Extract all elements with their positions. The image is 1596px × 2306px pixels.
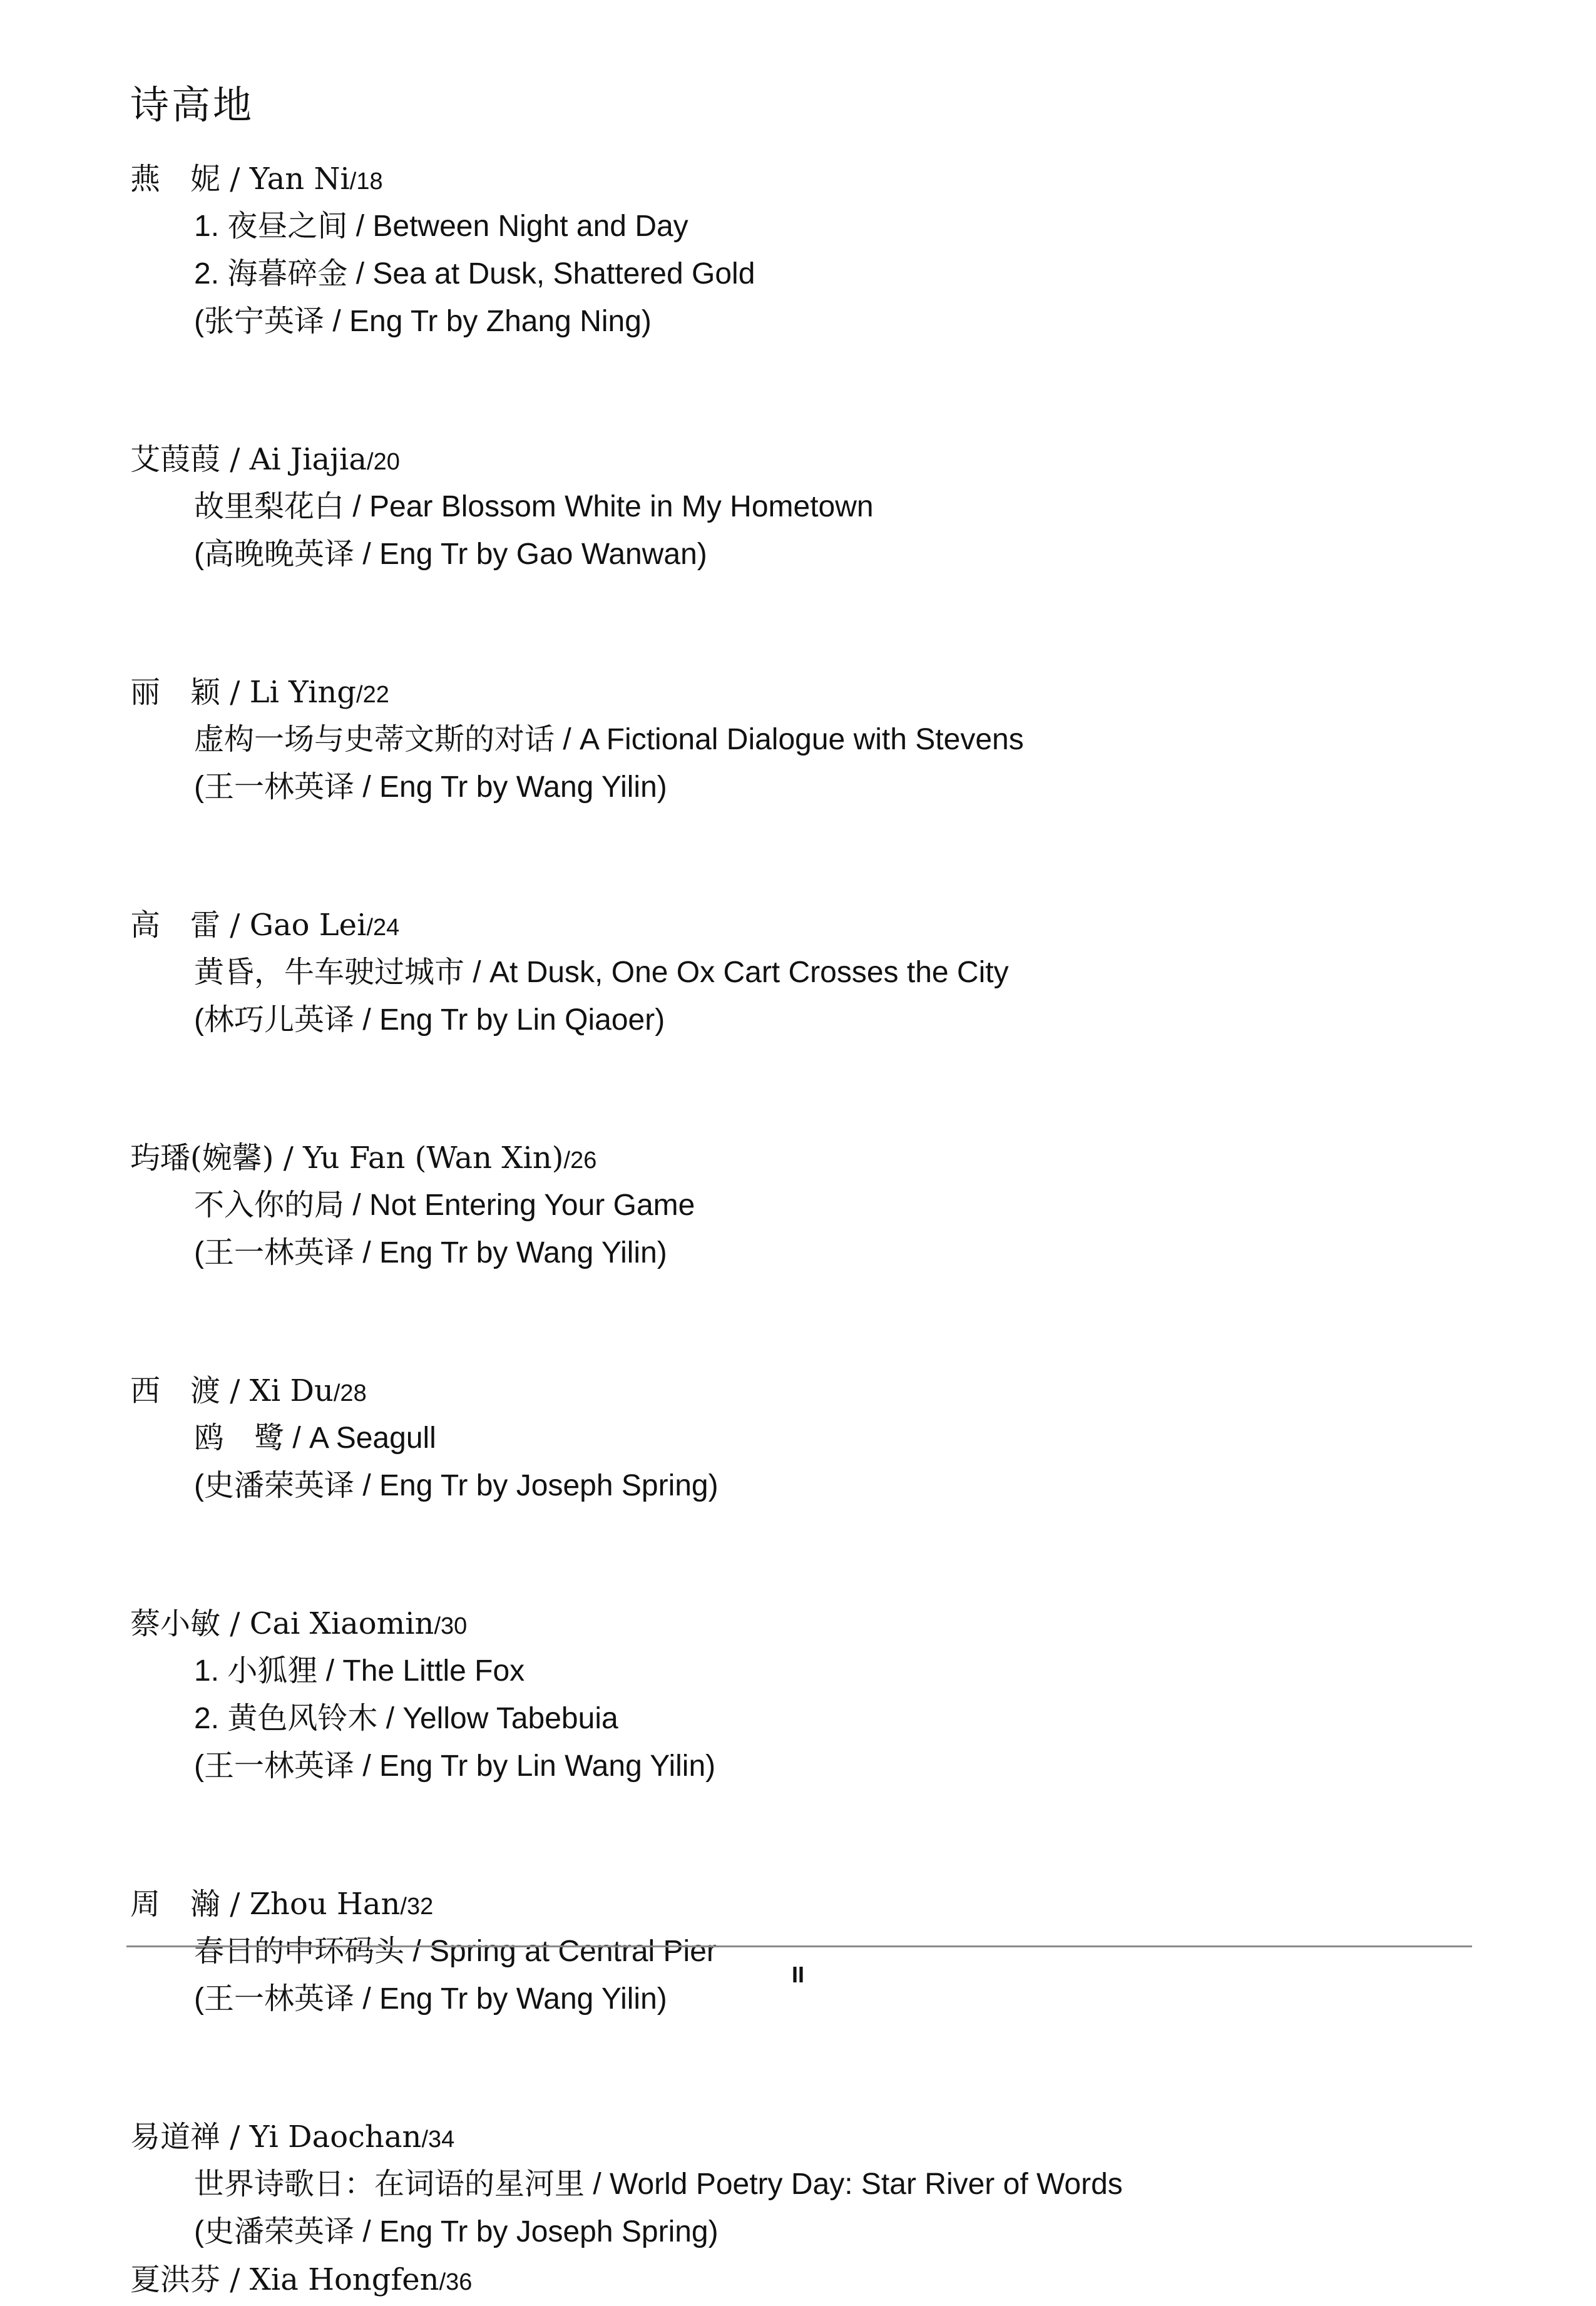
author-line xyxy=(130,155,1476,203)
work-title: 世界诗歌日：在词语的星河里 / World Poetry Day: Star River of Words xyxy=(194,2168,1123,2201)
toc-entry xyxy=(130,1367,1476,1510)
toc-entry xyxy=(130,155,1476,346)
toc-entry xyxy=(130,2256,1476,2303)
author-name: 夏洪芬 / Xia Hongfen xyxy=(130,2262,439,2297)
author-name: 易道禅 / Yi Daochan xyxy=(130,2119,422,2155)
page-number: /36 xyxy=(439,2269,473,2295)
author-line xyxy=(130,1880,1476,1928)
toc-entry xyxy=(130,1134,1476,1277)
author-line xyxy=(130,2113,1476,2161)
work-title: 1. 夜昼之间 / Between Night and Day xyxy=(194,210,688,243)
translator-credit: (王一林英译 / Eng Tr by Wang Yilin) xyxy=(194,771,667,804)
page-number: /26 xyxy=(563,1147,597,1174)
author-name: 玙璠(婉馨) / Yu Fan (Wan Xin) xyxy=(130,1140,564,1176)
work-title: 2. 黄色风铃木 / Yellow Tabebuia xyxy=(194,1702,618,1735)
translator-credit: (王一林英译 / Eng Tr by Wang Yilin) xyxy=(194,1982,667,2016)
work-title: 不入你的局 / Not Entering Your Game xyxy=(194,1189,695,1222)
author-name: 高 雷 / Gao Lei xyxy=(130,908,367,943)
footer-rule xyxy=(126,1945,1472,1947)
author-name: 丽 颖 / Li Ying xyxy=(130,675,357,710)
author-line xyxy=(130,1600,1476,1648)
toc-entry xyxy=(130,1600,1476,1790)
work-title: 1. 小狐狸 / The Little Fox xyxy=(194,1654,525,1688)
translator-credit: (王一林英译 / Eng Tr by Wang Yilin) xyxy=(194,1236,667,1269)
toc-entry xyxy=(130,2113,1476,2256)
toc-entry xyxy=(130,1880,1476,2023)
translator-credit: (史潘荣英译 / Eng Tr by Joseph Spring) xyxy=(194,1469,719,1502)
toc-entry xyxy=(130,901,1476,1044)
author-name: 周 瀚 / Zhou Han xyxy=(130,1887,401,1922)
author-line xyxy=(130,2256,1476,2303)
work-title: 故里梨花白 / Pear Blossom White in My Hometown xyxy=(194,490,874,523)
author-name: 蔡小敏 / Cai Xiaomin xyxy=(130,1606,434,1641)
page-number: /28 xyxy=(333,1380,367,1407)
author-name: 燕 妮 / Yan Ni xyxy=(130,161,350,197)
toc-entry xyxy=(130,669,1476,811)
page-number: /18 xyxy=(349,168,383,195)
author-line xyxy=(130,1134,1476,1182)
author-line xyxy=(130,901,1476,949)
work-title: 黄昏，牛车驶过城市 / At Dusk, One Ox Cart Crosses the City xyxy=(194,956,1009,989)
author-line xyxy=(130,436,1476,483)
author-name: 西 渡 / Xi Du xyxy=(130,1373,334,1408)
page-number: /24 xyxy=(366,915,400,941)
page-number: /32 xyxy=(400,1893,434,1920)
page-number: /20 xyxy=(367,449,400,475)
toc-entry xyxy=(130,436,1476,578)
translator-credit: (史潘荣英译 / Eng Tr by Joseph Spring) xyxy=(194,2215,719,2248)
page-number: /30 xyxy=(434,1613,468,1639)
work-title: 春日的中环码头 / Spring at Central Pier xyxy=(194,1935,717,1968)
translator-credit: (高晚晚英译 / Eng Tr by Gao Wanwan) xyxy=(194,538,707,571)
work-title: 2. 海暮碎金 / Sea at Dusk, Shattered Gold xyxy=(194,257,755,290)
translator-credit: (王一林英译 / Eng Tr by Lin Wang Yilin) xyxy=(194,1750,716,1783)
translator-credit: (林巧儿英译 / Eng Tr by Lin Qiaoer) xyxy=(194,1003,665,1037)
author-line xyxy=(130,669,1476,716)
page-number: /22 xyxy=(356,682,389,708)
page-folio: II xyxy=(791,1962,804,1987)
author-line xyxy=(130,1367,1476,1415)
author-name: 艾葭葭 / Ai Jiajia xyxy=(130,442,367,477)
section-title: 诗高地 xyxy=(130,82,255,128)
translator-credit: (张宁英译 / Eng Tr by Zhang Ning) xyxy=(194,305,652,338)
work-title: 鸥 鹭 / A Seagull xyxy=(194,1422,436,1455)
page-number: /34 xyxy=(421,2126,455,2153)
work-title: 虚构一场与史蒂文斯的对话 / A Fictional Dialogue with Stevens xyxy=(194,723,1024,756)
